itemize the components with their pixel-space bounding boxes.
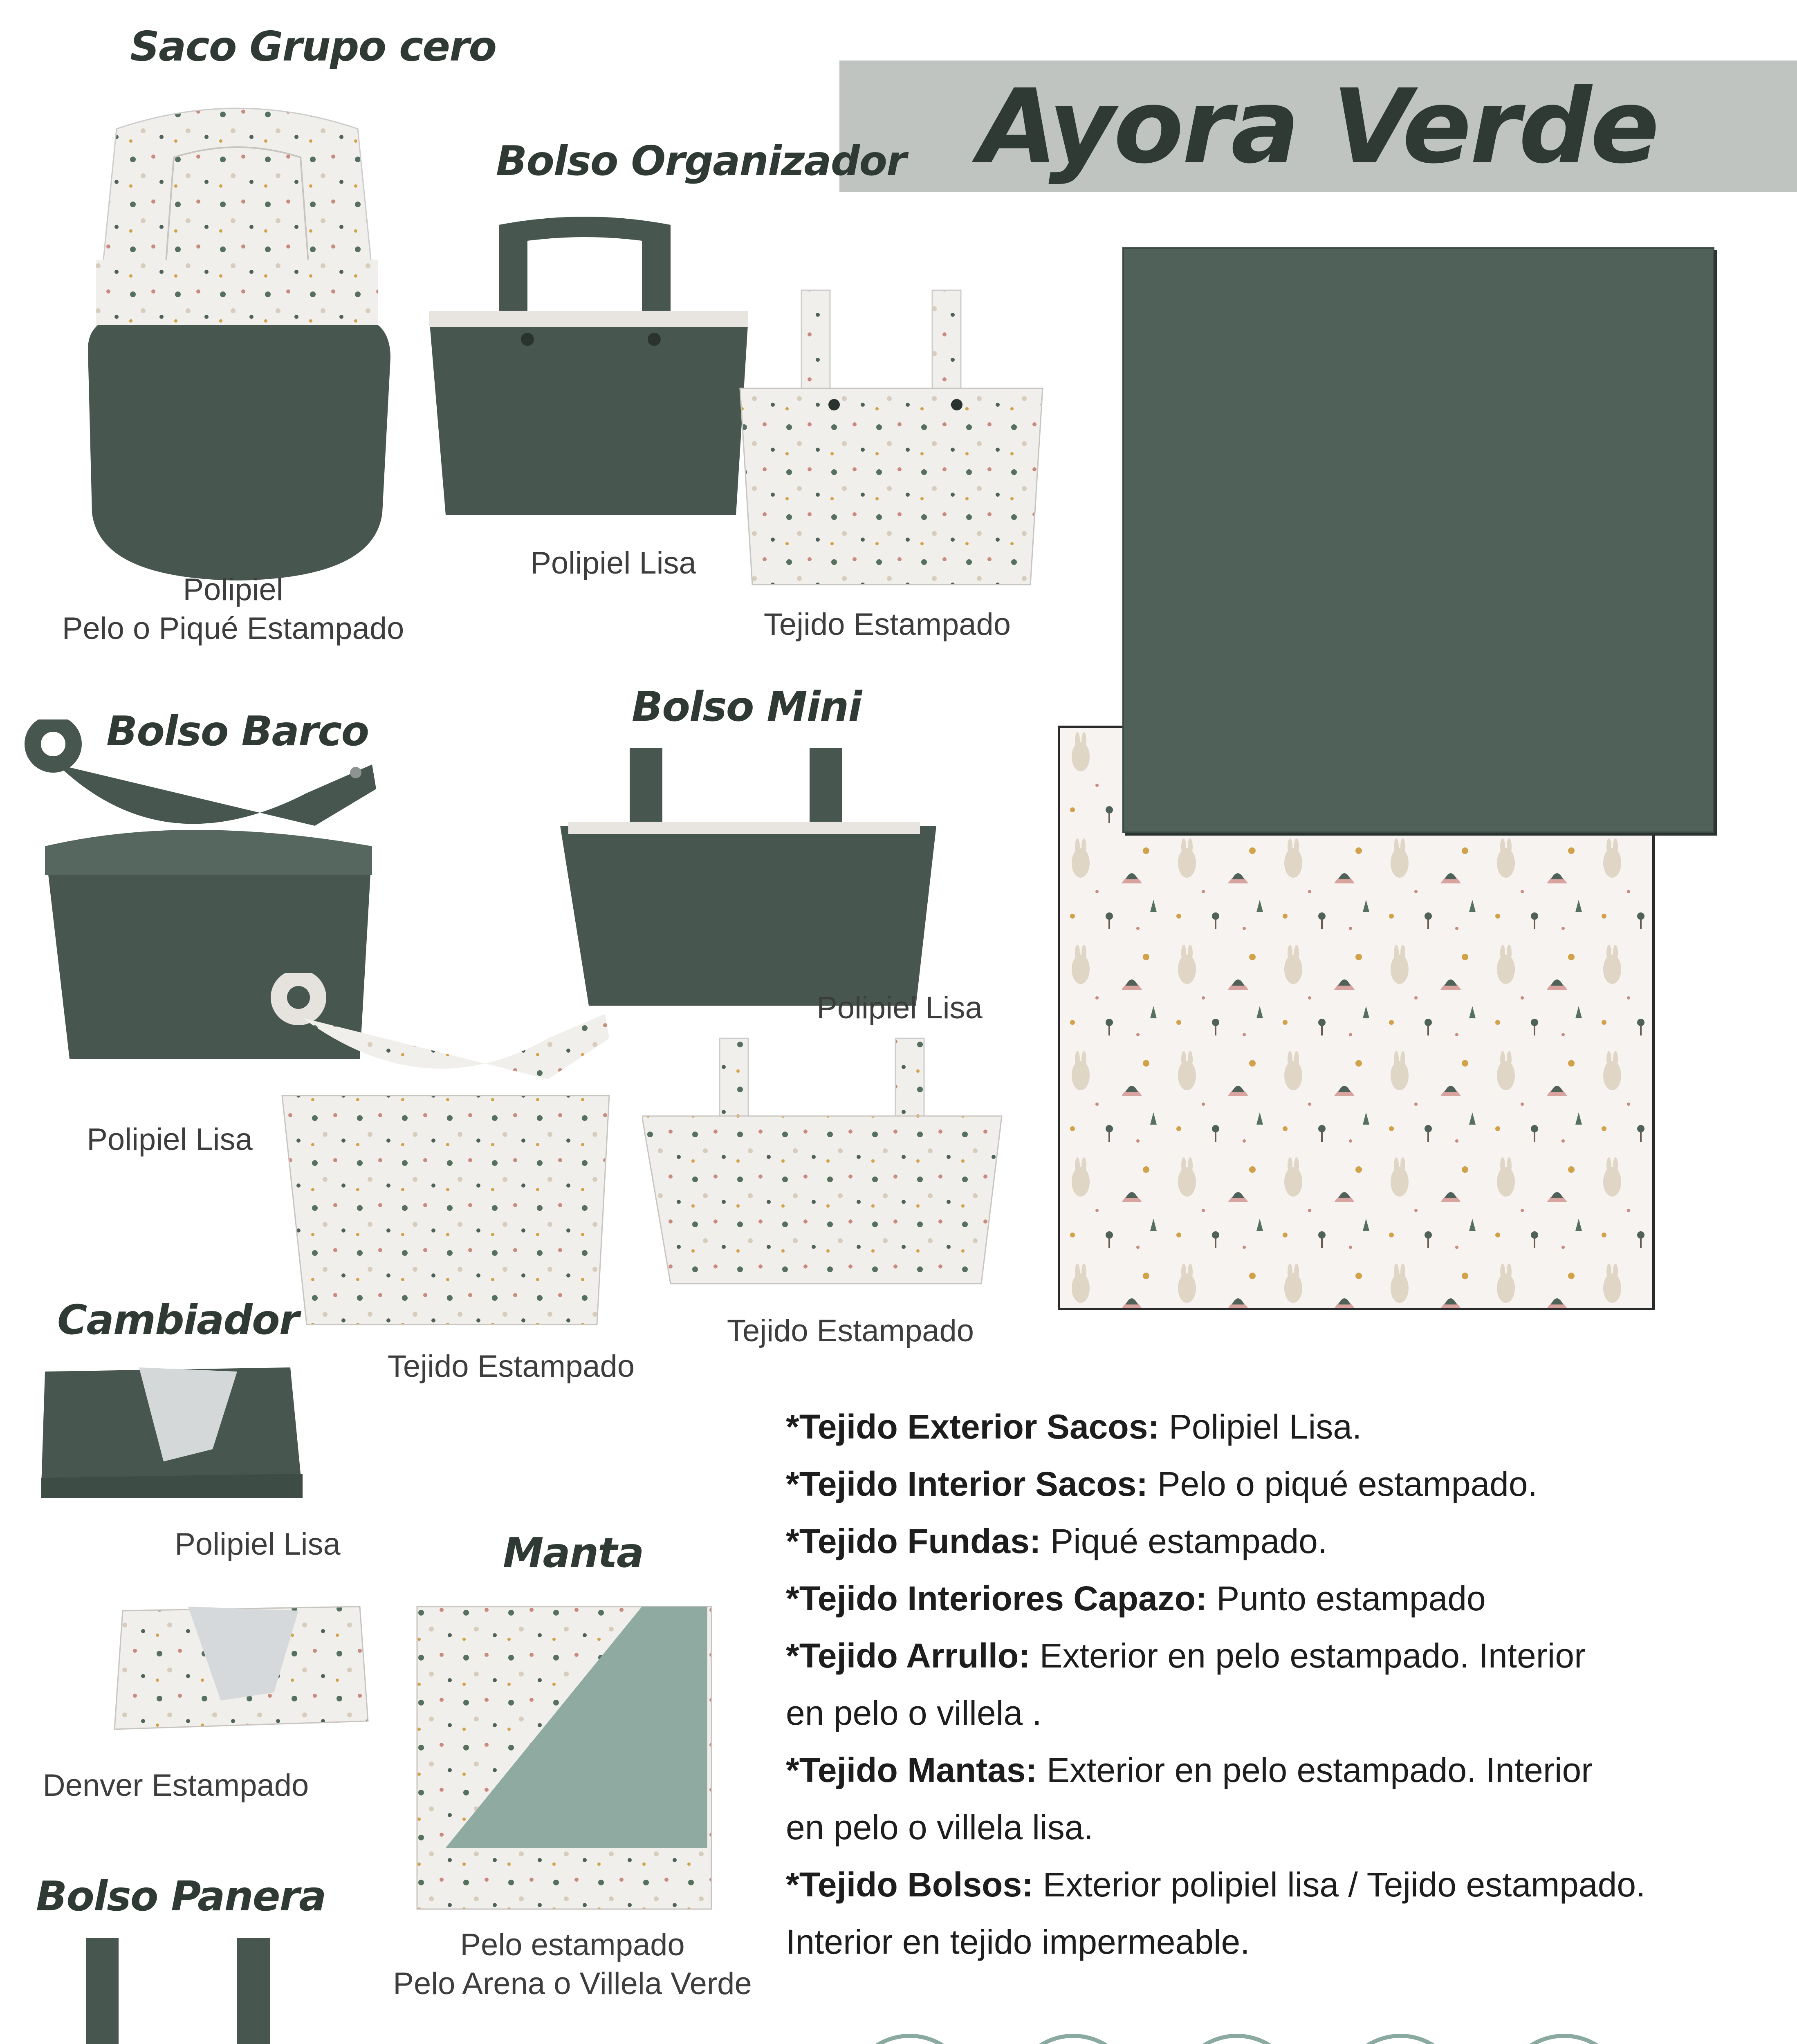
spec-label: *Tejido Fundas: [786,1522,1041,1560]
cambiador-caption-plain: Polipiel Lisa [175,1527,341,1562]
eco-friendly-icon [848,2036,971,2044]
spec-continuation: en pelo o villela . [786,1694,1042,1732]
saco-product-image [80,104,395,583]
spec-text: Piqué estampado. [1041,1522,1328,1560]
spec-continuation: en pelo o villela lisa. [786,1808,1093,1847]
spec-label: *Tejido Mantas: [786,1751,1037,1789]
spec-continuation: Interior en tejido impermeable. [786,1923,1250,1961]
barco-caption-plain: Polipiel Lisa [87,1122,253,1157]
organizador-plain-image [425,213,752,523]
badges-row-1 [844,2028,1678,2044]
cruelty-free-icon [1012,2036,1135,2044]
saco-caption-line2: Pelo o Piqué Estampado [62,611,404,646]
spec-item [786,1455,1726,1513]
section-title-panera: Bolso Panera [36,1872,326,1920]
cambiador-plain-image [33,1363,307,1502]
cambiador-caption-print: Denver Estampado [43,1768,309,1803]
spec-item [786,1856,1726,1913]
footprint-carbon-icon [1503,2036,1625,2044]
spec-label: *Tejido Arrullo: [786,1636,1030,1675]
manta-image [413,1602,716,1913]
solid-green-swatch-front [1122,247,1714,833]
manta-caption-line1: Pelo estampado [460,1927,685,1962]
cambiador-print-image [106,1598,372,1741]
organizador-print-image [736,282,1047,593]
barco-caption-print: Tejido Estampado [387,1349,635,1384]
spec-text: Exterior polipiel lisa / Tejido estampado. [1033,1865,1646,1904]
mini-caption-print: Tejido Estampado [727,1313,974,1348]
spec-text: Exterior en pelo estampado. Interior [1030,1636,1586,1675]
spec-label: *Tejido Exterior Sacos: [786,1407,1160,1446]
section-title-organizador: Bolso Organizador [496,137,906,185]
spec-text: Exterior en pelo estampado. Interior [1037,1751,1593,1789]
spec-label: *Tejido Interiores Capazo: [786,1579,1207,1618]
spec-text: Pelo o piqué estampado. [1148,1465,1537,1503]
mini-plain-image [560,740,936,1010]
spec-item [786,1513,1726,1570]
panera-plain-image [49,1934,319,2044]
organizador-caption-print: Tejido Estampado [763,607,1011,642]
mini-print-image [642,1034,1010,1288]
recycled-fabrics-icon [1339,2036,1462,2044]
section-title-mini: Bolso Mini [632,683,861,731]
spec-item [786,1570,1726,1627]
section-title-barco: Bolso Barco [106,707,369,755]
spec-item [786,1627,1726,1684]
mini-caption-plain: Polipiel Lisa [817,991,983,1025]
spec-label: *Tejido Bolsos: [786,1865,1034,1904]
section-title-saco: Saco Grupo cero [130,22,496,70]
saco-caption-line1: Polipiel [183,572,283,607]
section-title-cambiador: Cambiador [57,1296,299,1344]
spec-list [786,1398,1726,1970]
section-title-manta: Manta [503,1529,644,1577]
spec-text: Punto estampado [1207,1579,1486,1618]
barco-print-image [262,973,613,1329]
organizador-caption-plain: Polipiel Lisa [530,546,696,580]
spec-item [786,1741,1726,1799]
gentle-on-skin-icon [1176,2036,1298,2044]
spec-label: *Tejido Interior Sacos: [786,1465,1148,1503]
spec-text: Polipiel Lisa. [1159,1407,1362,1446]
spec-item [786,1398,1726,1455]
page-title: Ayora Verde [978,67,1658,186]
manta-caption-line2: Pelo Arena o Villela Verde [393,1966,752,2001]
